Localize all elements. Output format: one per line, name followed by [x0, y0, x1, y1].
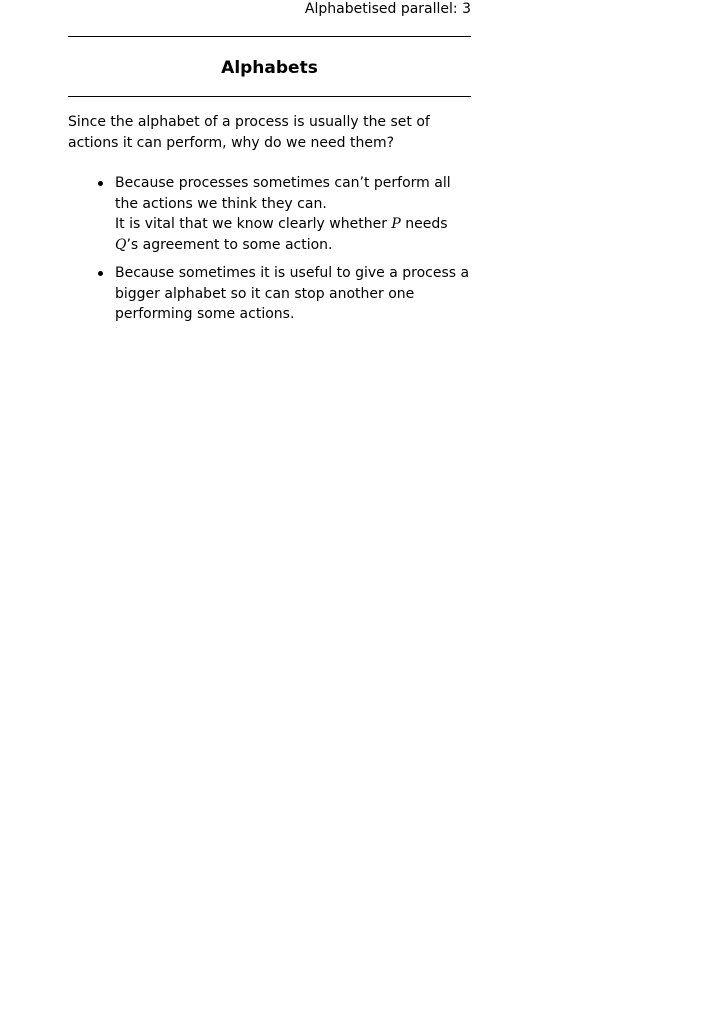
bullet-text-part: ’s agreement to some action.	[126, 236, 333, 253]
intro-paragraph: Since the alphabet of a process is usually the set of actions it can perform, why do we need them?	[68, 114, 430, 151]
bullet-dot-icon	[98, 181, 103, 186]
bullet-item	[68, 173, 473, 255]
bullet-text-continued	[115, 214, 473, 255]
bullet-text: Because sometimes it is useful to give a process a bigger alphabet so it can stop another one performing some actions.	[115, 265, 470, 322]
bottom-divider	[68, 96, 471, 97]
section-title: Alphabets	[221, 58, 318, 78]
bullet-dot-icon	[98, 271, 103, 276]
running-header: Alphabetised parallel: 3	[304, 1, 471, 17]
math-variable-q: Q	[115, 236, 127, 253]
bullet-text: Because processes sometimes can’t perform all the actions we think they can.	[115, 175, 451, 212]
bullet-text-part: needs	[400, 216, 448, 232]
bullet-text-part: It is vital that we know clearly whether	[115, 216, 392, 232]
bullet-item	[68, 263, 473, 325]
math-variable-p: P	[391, 216, 401, 232]
bullet-list	[68, 173, 473, 333]
top-divider	[68, 36, 471, 37]
